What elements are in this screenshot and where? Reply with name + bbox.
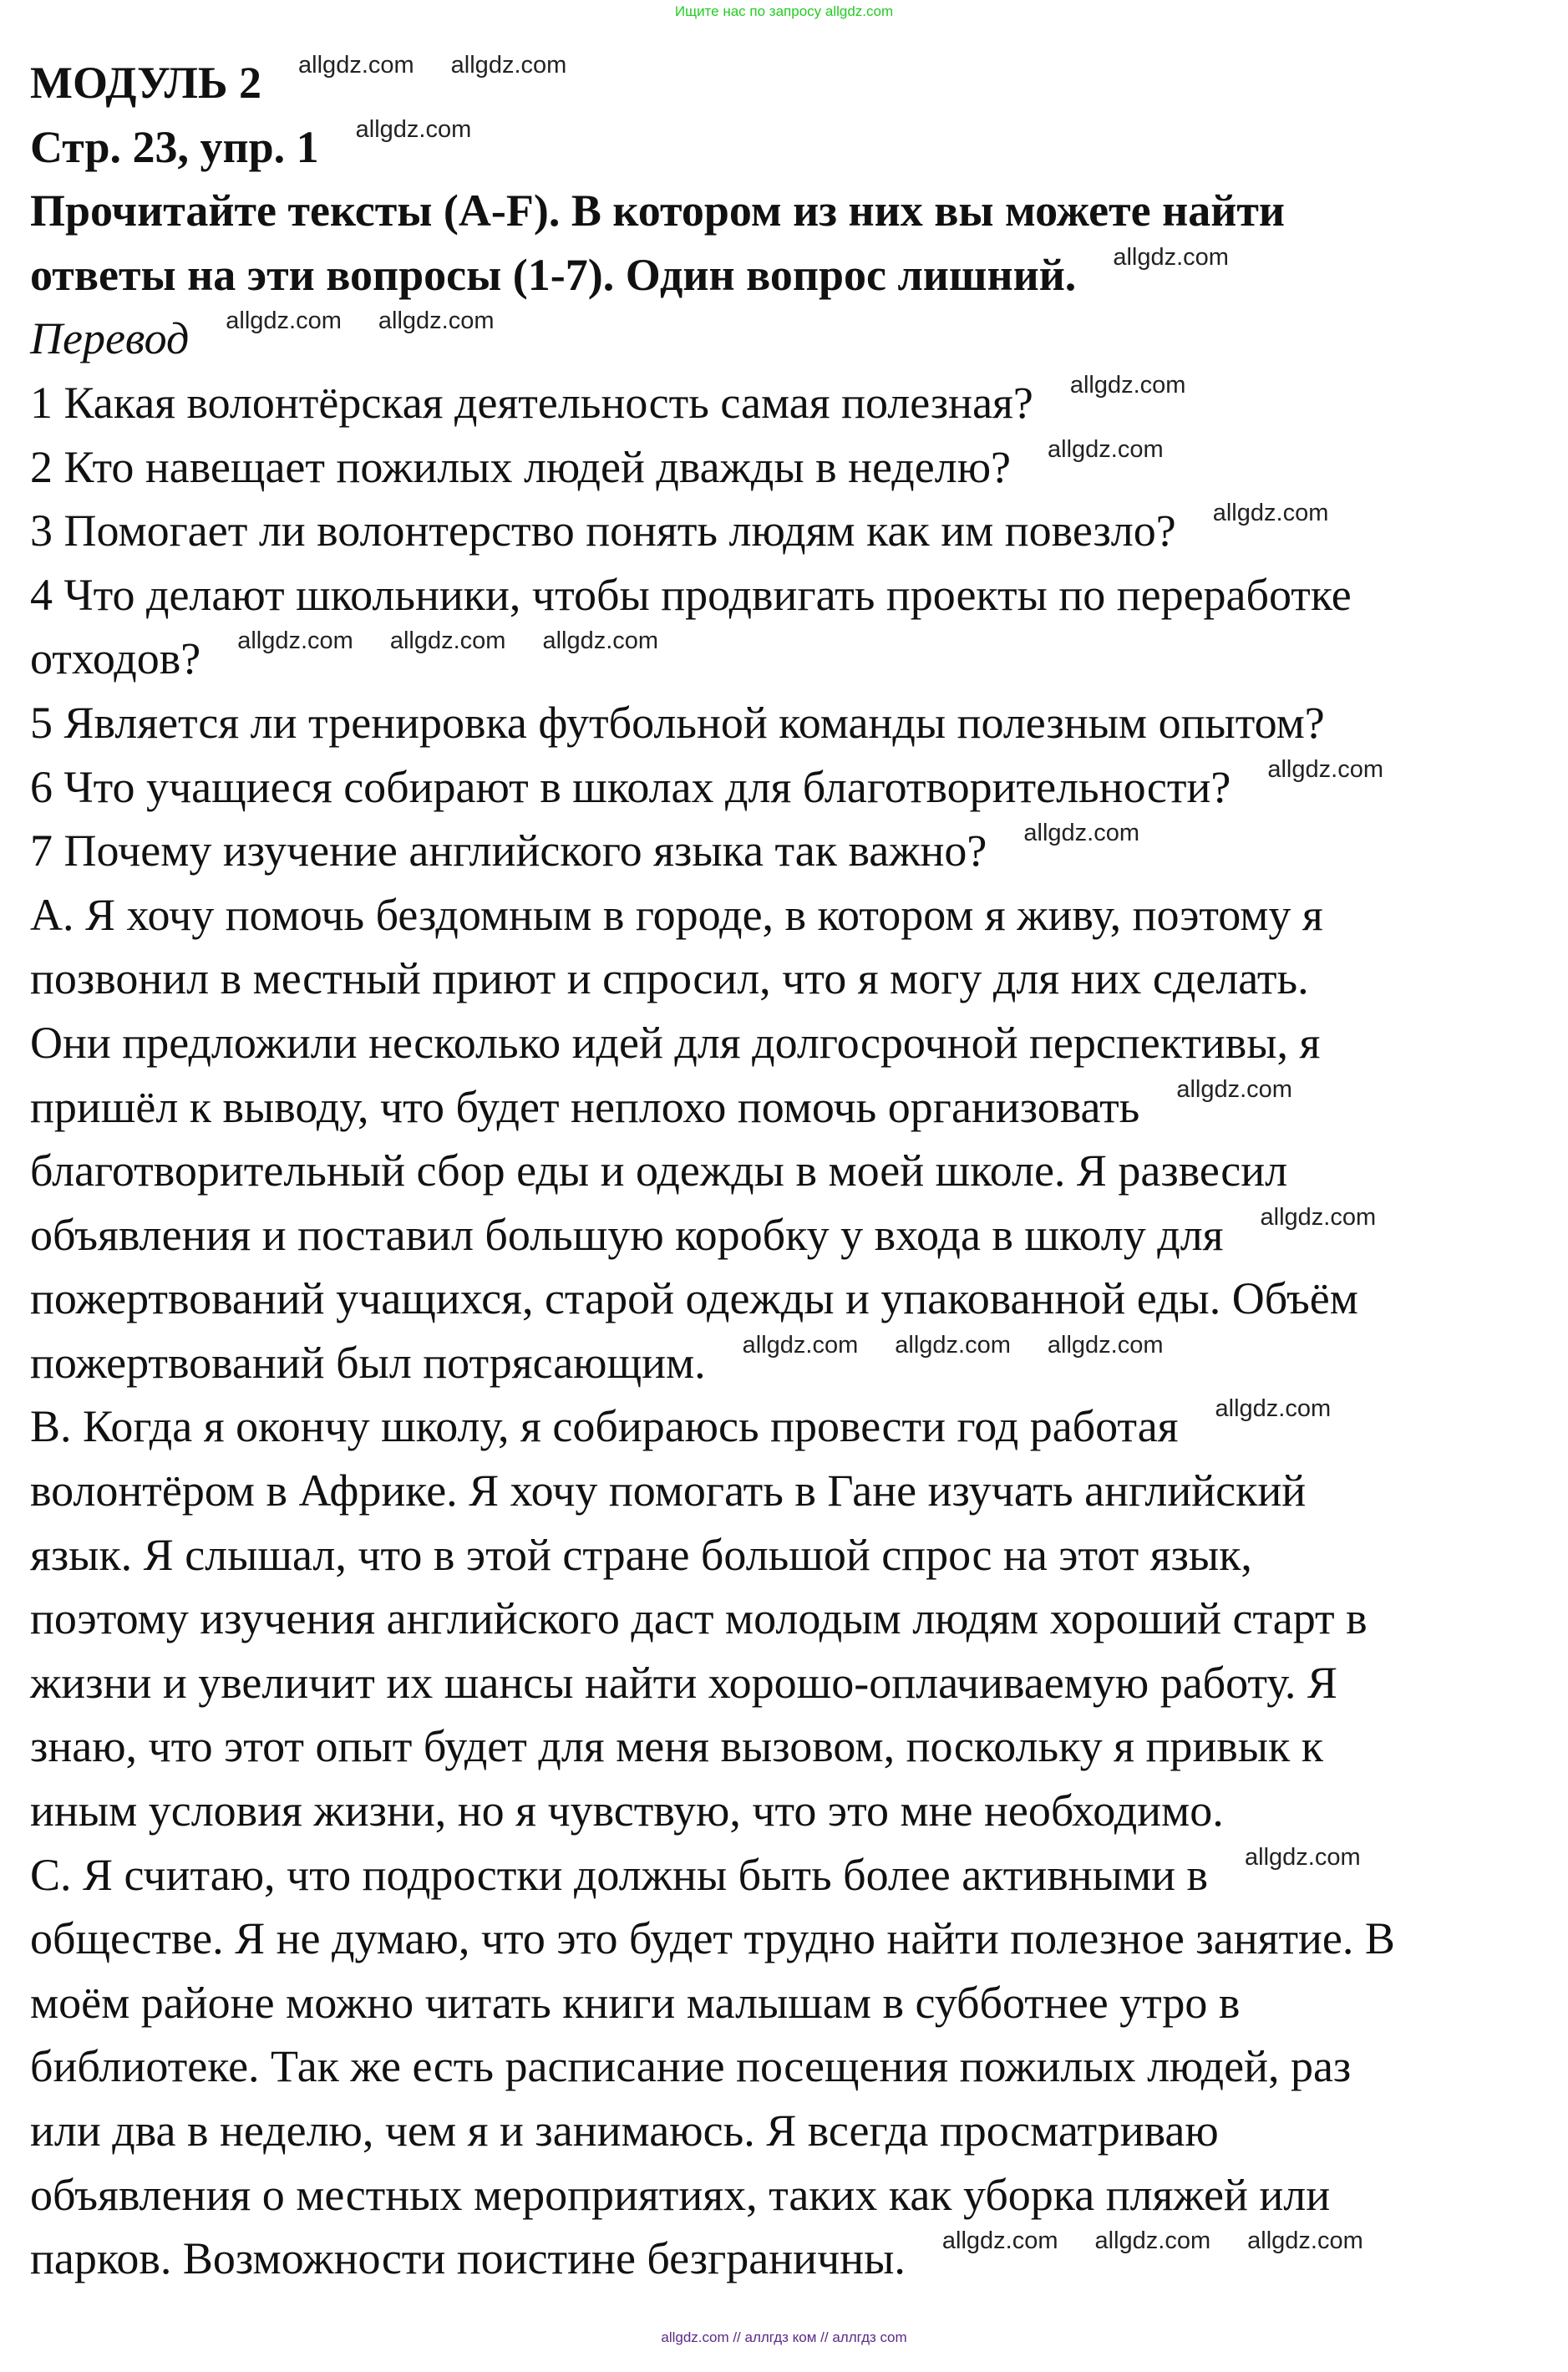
watermark-text: allgdz.com <box>1215 1395 1332 1423</box>
text-line: 3 Помогает ли волонтерство понять людям как им повезло? <box>30 505 1176 556</box>
watermark-text: allgdz.com <box>1094 2227 1211 2255</box>
text-line-row <box>30 819 1395 883</box>
watermark-text: allgdz.com <box>1069 371 1186 399</box>
task-instruction-line-1: Прочитайте тексты (A-F). В котором из них вы можете найти <box>30 185 1286 236</box>
text-line: отходов? <box>30 633 201 684</box>
text-line: или два в неделю, чем я и занимаюсь. Я всегда просматриваю <box>30 2105 1219 2156</box>
watermark-text: allgdz.com <box>941 2227 1058 2255</box>
watermark-text: allgdz.com <box>1023 820 1140 847</box>
text-line-row <box>30 563 1395 627</box>
module-title-line <box>30 51 1395 115</box>
text-line-row <box>30 371 1395 435</box>
text-line-row <box>30 627 1395 691</box>
text-lines <box>30 371 1395 2291</box>
text-line-row <box>30 755 1395 820</box>
watermark-text: allgdz.com <box>1113 243 1229 271</box>
text-line: 1 Какая волонтёрская деятельность самая полезная? <box>30 377 1033 428</box>
text-line-row <box>30 1971 1395 2035</box>
text-line: моём районе можно читать книги малышам в субботнее утро в <box>30 1977 1241 2028</box>
text-line-row <box>30 1587 1395 1651</box>
watermark-text: allgdz.com <box>355 115 472 143</box>
text-line-row <box>30 2034 1395 2099</box>
top-search-note[interactable]: Ищите нас по запросу allgdz.com <box>674 3 894 19</box>
text-line-row <box>30 1907 1395 1971</box>
document-body <box>30 51 1395 2291</box>
watermark-text: allgdz.com <box>226 307 342 335</box>
text-line: C. Я считаю, что подростки должны быть более активными в <box>30 1849 1209 1900</box>
translation-label: Перевод <box>30 313 190 364</box>
text-line-row <box>30 1523 1395 1587</box>
watermark-text: allgdz.com <box>1048 435 1164 463</box>
text-line-row <box>30 1714 1395 1779</box>
text-line-row <box>30 1651 1395 1715</box>
text-line: благотворительный сбор еды и одежды в моей школе. Я развесил <box>30 1145 1288 1196</box>
text-line: 5 Является ли тренировка футбольной команды полезным опытом? <box>30 697 1325 748</box>
text-line: 4 Что делают школьники, чтобы продвигать проекты по переработке <box>30 569 1352 620</box>
watermark-text: allgdz.com <box>389 627 506 655</box>
text-line: объявления о местных мероприятиях, таких как уборка пляжей или <box>30 2169 1331 2220</box>
watermark-text: allgdz.com <box>1267 755 1383 783</box>
text-line: 2 Кто навещает пожилых людей дважды в неделю? <box>30 441 1011 492</box>
text-line-row <box>30 1075 1395 1140</box>
task-instruction-line-2-row <box>30 243 1395 307</box>
text-line: парков. Возможности поистине безграничны. <box>30 2233 906 2284</box>
text-line-row <box>30 947 1395 1011</box>
text-line: пришёл к выводу, что будет неплохо помочь организовать <box>30 1081 1140 1132</box>
text-line: пожертвований учащихся, старой одежды и упакованной еды. Объём <box>30 1273 1358 1324</box>
text-line: волонтёром в Африке. Я хочу помогать в Гане изучать английский <box>30 1465 1307 1516</box>
task-instruction-line-2: ответы на эти вопросы (1-7). Один вопрос лишний. <box>30 249 1077 300</box>
watermark-text: allgdz.com <box>1212 500 1329 527</box>
text-line: 7 Почему изучение английского языка так важно? <box>30 825 987 876</box>
text-line-row <box>30 691 1395 755</box>
translation-label-line <box>30 307 1395 371</box>
text-line-row <box>30 1331 1395 1395</box>
watermark-text: allgdz.com <box>1247 2227 1363 2255</box>
text-line-row <box>30 1203 1395 1267</box>
text-line-row <box>30 2099 1395 2163</box>
text-line: язык. Я слышал, что в этой стране большой спрос на этот язык, <box>30 1529 1252 1580</box>
text-line: знаю, что этот опыт будет для меня вызовом, поскольку я привык к <box>30 1721 1323 1772</box>
task-instruction-line-1-row <box>30 179 1395 243</box>
text-line-row <box>30 883 1395 947</box>
text-line-row <box>30 1011 1395 1075</box>
text-line: обществе. Я не думаю, что это будет трудно найти полезное занятие. В <box>30 1913 1395 1964</box>
watermark-text: allgdz.com <box>378 307 495 335</box>
text-line-row <box>30 1139 1395 1203</box>
text-line: Они предложили несколько идей для долгосрочной перспективы, я <box>30 1017 1321 1068</box>
watermark-text: allgdz.com <box>542 627 659 655</box>
text-line: поэтому изучения английского даст молодым людям хороший старт в <box>30 1593 1368 1644</box>
text-line: пожертвований был потрясающим. <box>30 1337 706 1388</box>
watermark-text: allgdz.com <box>1260 1203 1377 1231</box>
text-line-row <box>30 2163 1395 2227</box>
watermark-text: allgdz.com <box>895 1331 1011 1359</box>
text-line-row <box>30 1459 1395 1523</box>
watermark-text: allgdz.com <box>1245 1843 1361 1871</box>
text-line: A. Я хочу помочь бездомным в городе, в котором я живу, поэтому я <box>30 889 1323 940</box>
page-reference: Стр. 23, упр. 1 <box>30 121 319 172</box>
text-line-row <box>30 499 1395 563</box>
text-line: иным условия жизни, но я чувствую, что это мне необходимо. <box>30 1785 1224 1836</box>
watermark-text: allgdz.com <box>237 627 353 655</box>
text-line-row <box>30 1394 1395 1459</box>
watermark-text: allgdz.com <box>1047 1331 1164 1359</box>
text-line-row <box>30 435 1395 500</box>
watermark-text: allgdz.com <box>450 52 567 79</box>
watermark-text: allgdz.com <box>298 52 414 79</box>
watermark-text: allgdz.com <box>1176 1075 1292 1103</box>
watermark-text: allgdz.com <box>742 1331 859 1359</box>
bottom-site-note[interactable]: allgdz.com // аллгдз ком // аллгдз com <box>661 2329 907 2345</box>
text-line: 6 Что учащиеся собирают в школах для благотворительности? <box>30 761 1231 812</box>
text-line-row <box>30 1267 1395 1331</box>
text-line-row <box>30 1843 1395 1907</box>
text-line: B. Когда я окончу школу, я собираюсь провести год работая <box>30 1401 1179 1452</box>
text-line: жизни и увеличит их шансы найти хорошо-оплачиваемую работу. Я <box>30 1657 1337 1708</box>
text-line: позвонил в местный приют и спросил, что я могу для них сделать. <box>30 953 1309 1004</box>
module-title: МОДУЛЬ 2 <box>30 58 262 108</box>
text-line: объявления и поставил большую коробку у входа в школу для <box>30 1209 1224 1260</box>
text-line-row <box>30 2227 1395 2291</box>
text-line: библиотеке. Так же есть расписание посещения пожилых людей, раз <box>30 2041 1352 2092</box>
text-line-row <box>30 1779 1395 1843</box>
page-reference-line <box>30 115 1395 180</box>
